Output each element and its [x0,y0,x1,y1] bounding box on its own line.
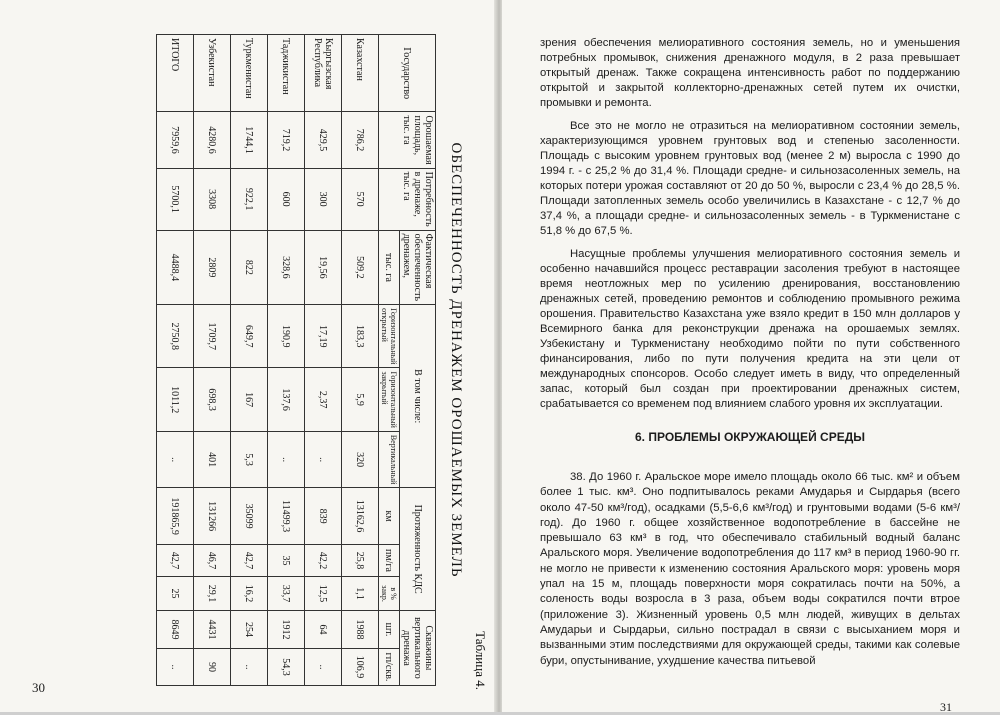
header-pct-closed: в % закр. [379,577,400,611]
cell-km: 191865,9 [157,488,194,544]
cell-per: 54,3 [268,649,305,686]
cell-km: 11499,3 [268,488,305,544]
cell-pct: 29,1 [194,577,231,611]
cell-country: Туркменистан [231,35,268,112]
header-wells: Скважины вертикального дренажа [400,610,436,685]
header-need: Потребность в дренаже, тыс. га [379,168,436,230]
table-row-total [157,35,194,686]
paragraph: зрения обеспечения мелиоративного состояния земель, но и уменьшения потребных промывок, снижения дренажного модуля, в 2 раза превышает открытый дренаж. Также сокращена интенсивность работ по поддержанию открытой и закрытой коллекторно-дренажных сетей путем их очистки, промывки и ремонта. [540,37,960,109]
cell-vertical: 401 [194,431,231,488]
cell-horiz-closed: 1011,2 [157,368,194,431]
cell-country: ИТОГО [157,35,194,112]
table-row [231,35,268,686]
cell-pct: 16,2 [231,577,268,611]
cell-horiz-open: 190,9 [268,305,305,368]
table-row [268,35,305,686]
cell-wells: 1988 [342,610,379,648]
cell-pm: 35 [268,544,305,576]
cell-pm: 42,7 [157,544,194,576]
header-actual-unit: тыс. га [379,230,400,304]
cell-actual: 4488,4 [157,230,194,304]
header-kds: Протяженность КДС [400,488,436,611]
cell-horiz-open: 183,3 [342,305,379,368]
cell-irrigated: 719,2 [268,112,305,168]
cell-vertical: .. [268,431,305,488]
cell-horiz-open: 17,19 [305,305,342,368]
table-row [342,35,379,686]
header-pm-ga: пм/га [379,544,400,576]
left-page [0,0,497,712]
rotated-table-block [28,30,488,690]
cell-actual: 2809 [194,230,231,304]
cell-wells: 1912 [268,610,305,648]
cell-actual: 822 [231,230,268,304]
cell-per: .. [157,649,194,686]
header-actual: Фактическая обеспеченность дренажем, [400,230,436,304]
cell-need: 600 [268,168,305,230]
cell-pm: 25,8 [342,544,379,576]
cell-vertical: 320 [342,431,379,488]
right-page-body-2 [540,470,960,669]
cell-pm: 42,2 [305,544,342,576]
cell-pm: 42,7 [231,544,268,576]
cell-need: 5700,1 [157,168,194,230]
cell-need: 570 [342,168,379,230]
header-wells-per: гп/скв. [379,649,400,686]
cell-vertical: .. [157,431,194,488]
cell-pct: 1,1 [342,577,379,611]
cell-horiz-open: 2750,8 [157,305,194,368]
cell-irrigated: 429,5 [305,112,342,168]
header-irrigated: Орошаемая площадь, тыс. га [379,112,436,168]
table-label: Таблица 4. [473,631,488,690]
cell-actual: 509,2 [342,230,379,304]
cell-country: Узбекистан [194,35,231,112]
header-km: км [379,488,400,544]
page-number-right: 31 [940,700,952,714]
cell-per: 90 [194,649,231,686]
cell-pct: 12,5 [305,577,342,611]
cell-horiz-closed: 2,37 [305,368,342,431]
cell-wells: 4431 [194,610,231,648]
cell-irrigated: 7959,6 [157,112,194,168]
cell-need: 3308 [194,168,231,230]
paragraph: Все это не могло не отразиться на мелиоративном состоянии земель, характеризующимся уровнем грунтовых вод и степенью засоленности. Площадь с высоким уровнем грунтовых вод (менее 2 м) выросла с 1990 до 1994 г. - с 25,2 % до 31,4 %. Площади средне- и сильнозасоленных земель, на которых потери урожая составляют от 20 до 50 %, выросли с 23,4 % до 28,5 %. Площади затопленных земель особо увеличились в Казахстане - с 12,7 % до 37,4 %, а площади средне- и сильнозасоленных земель - в Туркменистане с 51,8 % до 67,5 %. [540,120,960,237]
cell-horiz-closed: 698,3 [194,368,231,431]
page-number-left: 30 [32,680,45,695]
header-state: Государство [379,35,436,112]
cell-horiz-open: 1709,7 [194,305,231,368]
cell-horiz-closed: 5,9 [342,368,379,431]
cell-wells: 8649 [157,610,194,648]
cell-km: 13162,6 [342,488,379,544]
cell-country: Казахстан [342,35,379,112]
table-row [194,35,231,686]
cell-pm: 46,7 [194,544,231,576]
right-page-body [540,36,960,420]
cell-pct: 33,7 [268,577,305,611]
cell-km: 839 [305,488,342,544]
header-horiz-open: Горизонтальный открытый [379,305,400,368]
cell-per: .. [305,649,342,686]
header-including: В том числе: [400,305,436,488]
cell-wells: 254 [231,610,268,648]
cell-per: 106,9 [342,649,379,686]
cell-per: .. [231,649,268,686]
header-horiz-closed: Горизонтальный закрытый [379,368,400,431]
cell-country: Кыргызская Республика [305,35,342,112]
cell-km: 131266 [194,488,231,544]
cell-horiz-open: 649,7 [231,305,268,368]
cell-actual: 19,56 [305,230,342,304]
table-row [305,35,342,686]
cell-vertical: 5,3 [231,431,268,488]
header-row-1 [400,35,436,686]
cell-pct: 25 [157,577,194,611]
drainage-table [156,34,436,686]
cell-vertical: .. [305,431,342,488]
paragraph: 38. До 1960 г. Аральское море имело площадь около 66 тыс. км² и объем более 1 тыс. км³. Оно подпитывалось реками Амударья и Сырдарья (всего около 47-50 км³/год), осадками (5,5-6,6 км³/год) и грунтовыми водами (5-6 км³/год). До 1960 г. общее хозяйственное водопотребление в бассейне не превышало 63 км³ в год, что обеспечивало стабильный водный баланс Аральского моря. Увеличение водопотребления до 117 км³ в период 1960-90 гг. не могло не привести к изменению состояния Аральского моря: уровень моря упал на 15 м, площадь поверхности моря сократилась почти на 50%, а соленость воды возросла в 3 раза, объем воды сократился почти втрое (приложение 3). Жизненный уровень 0,5 млн людей, живущих в дельтах Амударьи и Сырдарьи, сильно пострадал в связи с высыханием моря и вызванными этим последствиями для окружающей среды, такими как солевые бури, опустынивание, ухудшение качества питьевой [540,471,960,667]
cell-need: 300 [305,168,342,230]
header-vertical: Вертикальный [379,431,400,488]
cell-irrigated: 1744,1 [231,112,268,168]
cell-actual: 328,6 [268,230,305,304]
paragraph: Насущные проблемы улучшения мелиоративного состояния земель и особенно начавшийся процесс реставрации засоления требуют в настоящее время неотложных мер по усилению дренирования, восстановлению дренажных сетей, проведению ремонтов и соблюдению промывного режима орошения. Правительство Казахстана уже взяло кредит в 150 млн долларов у Всемирного банка для реконструкции дренажа на орошаемых землях. Узбекистану и Туркменистану необходимо пойти по пути собственного финансирования, либо по пути получения кредита на эти цели от международных спонсоров. Особо следует иметь в виду, что определенный запас, который был создан при проектировании дренажных систем, срабатывается со временем под влиянием слабого уровня их эксплуатации. [540,248,960,410]
header-wells-count: шт. [379,610,400,648]
cell-country: Таджикистан [268,35,305,112]
rotated-table-area [0,0,497,712]
cell-wells: 64 [305,610,342,648]
cell-need: 922,1 [231,168,268,230]
cell-irrigated: 4280,6 [194,112,231,168]
table-title: ОБЕСПЕЧЕННОСТЬ ДРЕНАЖЕМ ОРОШАЕМЫХ ЗЕМЕЛЬ [448,142,464,578]
cell-km: 35099 [231,488,268,544]
cell-horiz-closed: 137,6 [268,368,305,431]
section-heading: 6. ПРОБЛЕМЫ ОКРУЖАЮЩЕЙ СРЕДЫ [635,430,865,444]
cell-horiz-closed: 167 [231,368,268,431]
cell-irrigated: 786,2 [342,112,379,168]
